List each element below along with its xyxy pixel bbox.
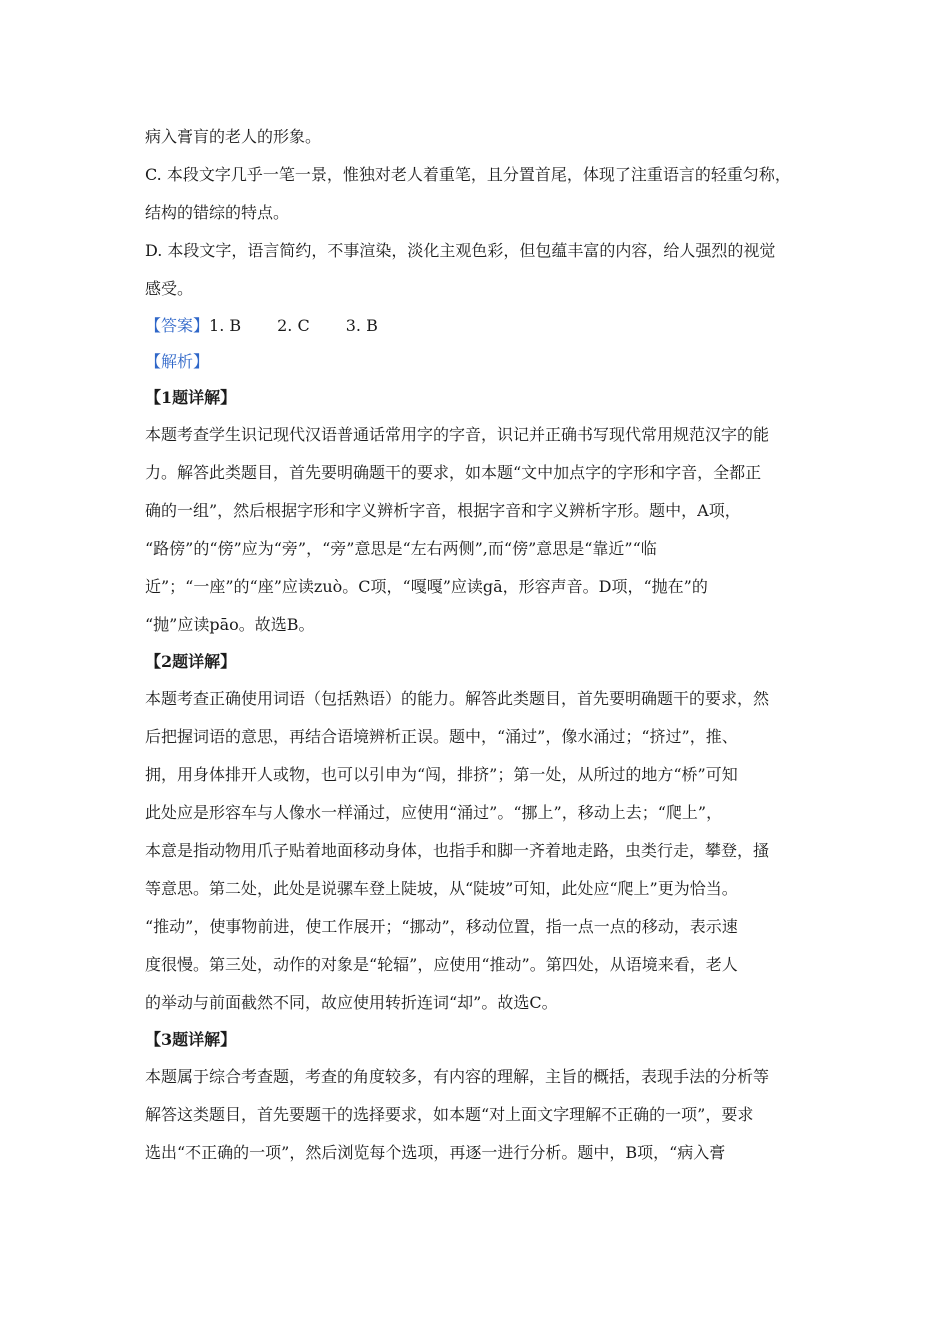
text-line: 本意是指动物用爪子贴着地面移动身体，也指手和脚一齐着地走路，虫类行走，攀登，搔 bbox=[145, 841, 770, 860]
text-line: 度很慢。第三处，动作的对象是“轮辐”，应使用“推动”。第四处，从语境来看，老人 bbox=[145, 955, 738, 974]
text-line: 力。解答此类题目，首先要明确题干的要求，如本题“文中加点字的字形和字音，全都正 bbox=[145, 463, 762, 482]
answer-item: 1. B bbox=[209, 316, 242, 335]
text-line: 选出“不正确的一项”，然后浏览每个选项，再逐一进行分析。题中，B项，“病入膏 bbox=[145, 1143, 726, 1162]
analysis-tag: 【解析】 bbox=[145, 352, 210, 371]
text-line: 解答这类题目，首先要题干的选择要求，如本题“对上面文字理解不正确的一项”，要求 bbox=[145, 1105, 754, 1124]
answer-tag: 【答案】 bbox=[145, 316, 210, 335]
text-line: 近”；“一座”的“座”应读zuò。C项，“嘎嘎”应读gā，形容声音。D项，“抛在”的 bbox=[145, 577, 708, 596]
text-line: 本题考查正确使用词语（包括熟语）的能力。解答此类题目，首先要明确题干的要求，然 bbox=[145, 689, 770, 708]
text-line: “路傍”的“傍”应为“旁”，“旁”意思是“左右两侧”,而“傍”意思是“靠近”“临 bbox=[145, 539, 657, 558]
text-line: 确的一组”，然后根据字形和字义辨析字音，根据字音和字义辨析字形。题中，A项， bbox=[145, 501, 741, 520]
text-line: 本题属于综合考查题，考查的角度较多，有内容的理解，主旨的概括，表现手法的分析等 bbox=[145, 1067, 770, 1086]
text-line: C. 本段文字几乎一笔一景，惟独对老人着重笔，且分置首尾，体现了注重语言的轻重匀称， bbox=[145, 165, 791, 184]
text-line: “抛”应读pāo。故选B。 bbox=[145, 615, 315, 634]
q3-heading: 【3题详解】 bbox=[145, 1030, 237, 1049]
q1-heading: 【1题详解】 bbox=[145, 388, 237, 407]
text-line: 此处应是形容车与人像水一样涌过，应使用“涌过”。“挪上”，移动上去；“爬上”， bbox=[145, 803, 723, 822]
text-line: “推动”，使事物前进，使工作展开；“挪动”，移动位置，指一点一点的移动，表示速 bbox=[145, 917, 738, 936]
q2-heading: 【2题详解】 bbox=[145, 652, 237, 671]
text-line: 病入膏肓的老人的形象。 bbox=[145, 127, 322, 146]
text-line: 感受。 bbox=[145, 279, 194, 298]
text-line: 的举动与前面截然不同，故应使用转折连词“却”。故选C。 bbox=[145, 993, 558, 1012]
text-line: 本题考查学生识记现代汉语普通话常用字的字音，识记并正确书写现代常用规范汉字的能 bbox=[145, 425, 770, 444]
text-line: 后把握词语的意思，再结合语境辨析正误。题中，“涌过”，像水涌过；“挤过”，推、 bbox=[145, 727, 738, 746]
text-line: 结构的错综的特点。 bbox=[145, 203, 290, 222]
document-page bbox=[145, 118, 815, 1172]
text-line: 拥，用身体排开人或物，也可以引申为“闯，排挤”；第一处，从所过的地方“桥”可知 bbox=[145, 765, 738, 784]
text-line: 等意思。第二处，此处是说骡车登上陡坡，从“陡坡”可知，此处应“爬上”更为恰当。 bbox=[145, 879, 738, 898]
answer-line bbox=[145, 308, 815, 344]
text-line: D. 本段文字，语言简约，不事渲染，淡化主观色彩，但包蕴丰富的内容，给人强烈的视觉 bbox=[145, 241, 776, 260]
answer-item: 2. C bbox=[277, 316, 310, 335]
answer-item: 3. B bbox=[345, 316, 378, 335]
